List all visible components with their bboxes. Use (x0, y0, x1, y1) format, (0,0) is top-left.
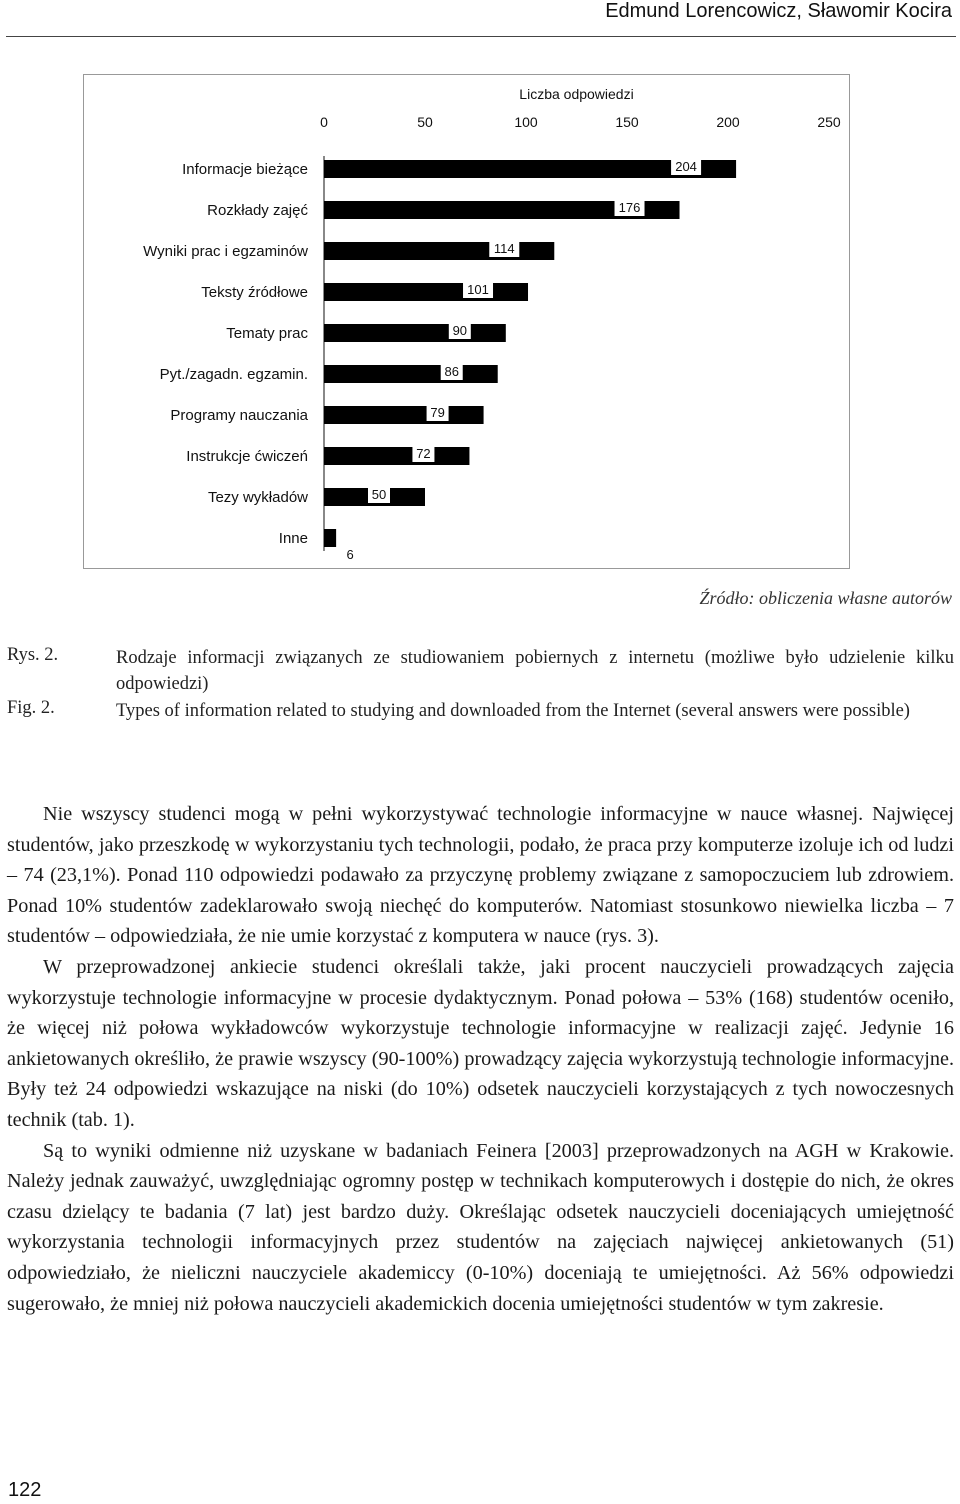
source-note: Źródło: obliczenia własne autorów (699, 588, 952, 608)
x-tick-label: 50 (417, 114, 433, 130)
bar-chart (84, 75, 849, 568)
x-tick-label: 150 (615, 114, 639, 130)
category-label: Instrukcje ćwiczeń (186, 448, 308, 465)
data-label: 114 (493, 241, 515, 256)
category-label: Tezy wykładów (207, 489, 308, 506)
bar (324, 283, 528, 301)
data-label: 50 (371, 487, 387, 502)
x-tick-label: 100 (514, 114, 538, 130)
category-label: Tematy prac (226, 325, 308, 342)
bar (324, 324, 506, 342)
x-tick-label: 250 (817, 114, 841, 130)
chart-title: Liczba odpowiedzi (519, 86, 634, 102)
data-label: 72 (416, 446, 431, 461)
data-label: 86 (444, 364, 459, 379)
category-label: Inne (278, 530, 308, 547)
category-label: Teksty źródłowe (201, 284, 308, 301)
data-label: 101 (467, 282, 489, 297)
category-label: Informacje bieżące (182, 161, 308, 178)
running-head-authors: Edmund Lorencowicz, Sławomir Kocira (605, 0, 952, 22)
body-text (7, 799, 954, 1319)
data-label: 204 (675, 159, 697, 174)
figure-label-en: Fig. 2. (7, 698, 55, 718)
paragraph: Są to wyniki odmienne niż uzyskane w badaniach Feinera [2003] przeprowadzonych na AGH w Krakowie. Należy jednak zauważyć, uwzględniając ogromny postęp w technikach komputerowych i dostępie do nich, że okres czasu dzielący te badania (7 lat) jest bardzo duży. Określając odsetek nauczycieli doceniających umiejętność wykorzystania technologii informacyjnych przez studentów na zajęciach najwięcej ankietowanych (51) odpowiedziało, że nieliczni nauczyciele akademiccy (0-10%) doceniają te umiejętności. Aż 56% odpowiedzi sugerowało, że mniej niż połowa nauczycieli akademickich docenia umiejętności studentów w tym zakresie. (7, 1139, 954, 1315)
figure-caption-en: Types of information related to studying and downloaded from the Internet (several answers were possible) (116, 701, 910, 721)
category-label: Wyniki prac i egzaminów (143, 243, 308, 260)
paragraph: W przeprowadzonej ankiecie studenci określali także, jaki procent nauczycieli prowadzących zajęcia wykorzystuje technologie informacyjne w procesie dydaktycznym. Ponad połowa – 53% (168) studentów oceniło, że więcej niż połowa wykładowców wykorzystuje technologie informacyjne w realizacji zajęć. Jedynie 16 ankietowanych określiło, że prawie wszyscy (90-100%) prowadzący zajęcia wykorzystują technologie informacyjne. Były też 24 odpowiedzi wskazujące na niski (do 10%) odsetek nauczycieli korzystających z tych nowoczesnych technik (tab. 1). (7, 955, 954, 1131)
bar (324, 242, 554, 260)
header-divider (6, 36, 956, 37)
bar (324, 406, 484, 424)
paragraph: Nie wszyscy studenci mogą w pełni wykorzystywać technologie informacyjne w nauce własnej. Najwięcej studentów, jako przeszkodę w wykorzystaniu tych technologii, podało, że praca przy komputerze izoluje ich od ludzi – 74 (23,1%). Ponad 110 odpowiedzi podawało za przyczynę problemy związane z samopoczuciem lub zdrowiem. Ponad 10% studentów zadeklarowało swoją niechęć do komputerów. Natomiast stosunkowo niewielka liczba – 7 studentów – odpowiedziała, że nie umie korzystać z komputera w nauce (rys. 3). (7, 803, 954, 948)
page-number: 122 (8, 1479, 42, 1501)
bar (324, 365, 498, 383)
x-tick-label: 200 (716, 114, 740, 130)
figure-caption-pl: Rodzaje informacji związanych ze studiowaniem pobiernych z internetu (możliwe było udzielenie kilku odpowiedzi) (116, 648, 954, 694)
chart-frame (83, 74, 850, 569)
x-tick-label: 0 (320, 114, 328, 130)
category-label: Programy nauczania (170, 407, 308, 424)
figure-label-pl: Rys. 2. (7, 645, 59, 665)
data-label: 176 (618, 200, 641, 215)
category-label: Pyt./zagadn. egzamin. (159, 366, 308, 383)
category-label: Rozkłady zajęć (207, 202, 308, 219)
bar (324, 447, 469, 465)
data-label: 79 (430, 405, 445, 420)
data-label: 90 (452, 323, 468, 338)
data-label: 6 (346, 547, 354, 562)
bar (324, 529, 336, 547)
